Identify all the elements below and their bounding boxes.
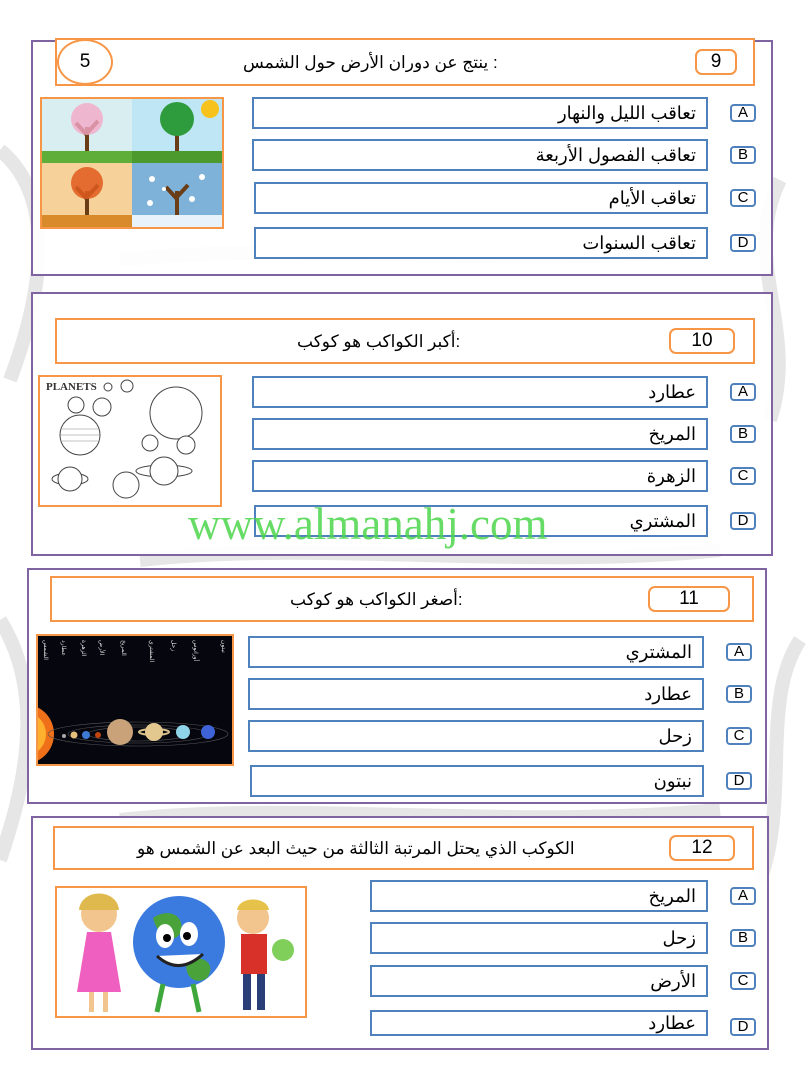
watermark: www.almanahj.com: [188, 499, 548, 549]
q9-option-a[interactable]: تعاقب الليل والنهار: [252, 97, 708, 129]
score-value: 5: [79, 51, 91, 72]
q11-option-d[interactable]: نبتون: [250, 765, 704, 797]
solar-label: زحل: [170, 640, 177, 652]
q12-option-b[interactable]: زحل: [370, 922, 708, 954]
q11-letter-c[interactable]: C: [726, 727, 752, 745]
q12-letter-d[interactable]: D: [730, 1018, 756, 1036]
question-bar-9: [55, 38, 755, 86]
q10-option-d[interactable]: المشتري: [254, 505, 708, 537]
q9-letter-c[interactable]: C: [730, 189, 756, 207]
q9-option-b[interactable]: تعاقب الفصول الأربعة: [252, 139, 708, 171]
earth-cartoon-image: [55, 886, 307, 1018]
question-bar-11: [50, 576, 754, 622]
question-number-11: 11: [648, 586, 730, 612]
q9-letter-d[interactable]: D: [730, 234, 756, 252]
question-number-12: 12: [669, 835, 735, 861]
q10-letter-a[interactable]: A: [730, 383, 756, 401]
planets-image: [38, 375, 222, 507]
question-text-12: الكوكب الذي يحتل المرتبة الثالثة من حيث البعد عن الشمس هو: [137, 839, 575, 858]
question-number-10: 10: [669, 328, 735, 354]
question-text-9: : ينتج عن دوران الأرض حول الشمس: [243, 53, 498, 72]
q11-letter-a[interactable]: A: [726, 643, 752, 661]
q12-option-d[interactable]: عطارد: [370, 1010, 708, 1036]
q12-option-c[interactable]: الأرض: [370, 965, 708, 997]
solar-label: نبتون: [220, 640, 227, 653]
question-number-9: 9: [695, 49, 737, 75]
q10-option-a[interactable]: عطارد: [252, 376, 708, 408]
q10-option-c[interactable]: الزهرة: [252, 460, 708, 492]
score-circle: [57, 39, 113, 85]
q9-option-d[interactable]: تعاقب السنوات: [254, 227, 708, 259]
solar-label: الشمس: [42, 640, 49, 660]
solar-label: الأرض: [98, 640, 105, 656]
q11-option-a[interactable]: المشتري: [248, 636, 704, 668]
q11-option-c[interactable]: زحل: [248, 720, 704, 752]
q10-option-b[interactable]: المريخ: [252, 418, 708, 450]
solar-system-image: [36, 634, 234, 766]
question-bar-10: [55, 318, 755, 364]
question-text-11: :أصغر الكواكب هو كوكب: [290, 590, 463, 609]
question-text-10: :أكبر الكواكب هو كوكب: [297, 332, 461, 351]
q12-letter-c[interactable]: C: [730, 972, 756, 990]
q10-letter-d[interactable]: D: [730, 512, 756, 530]
q9-option-c[interactable]: تعاقب الأيام: [254, 182, 708, 214]
planets-title: PLANETS: [46, 381, 97, 393]
q12-letter-b[interactable]: B: [730, 929, 756, 947]
q10-letter-b[interactable]: B: [730, 425, 756, 443]
q10-letter-c[interactable]: C: [730, 467, 756, 485]
seasons-image: [40, 97, 224, 229]
solar-label: الزهرة: [80, 640, 87, 657]
solar-label: أورانوس: [192, 640, 199, 662]
q11-letter-b[interactable]: B: [726, 685, 752, 703]
solar-label: المريخ: [120, 640, 127, 656]
q12-letter-a[interactable]: A: [730, 887, 756, 905]
solar-label: المشتري: [148, 640, 155, 663]
q12-option-a[interactable]: المريخ: [370, 880, 708, 912]
solar-label: عطارد: [60, 640, 67, 656]
q11-letter-d[interactable]: D: [726, 772, 752, 790]
q9-letter-b[interactable]: B: [730, 146, 756, 164]
question-bar-12: [53, 826, 754, 870]
q11-option-b[interactable]: عطارد: [248, 678, 704, 710]
q9-letter-a[interactable]: A: [730, 104, 756, 122]
